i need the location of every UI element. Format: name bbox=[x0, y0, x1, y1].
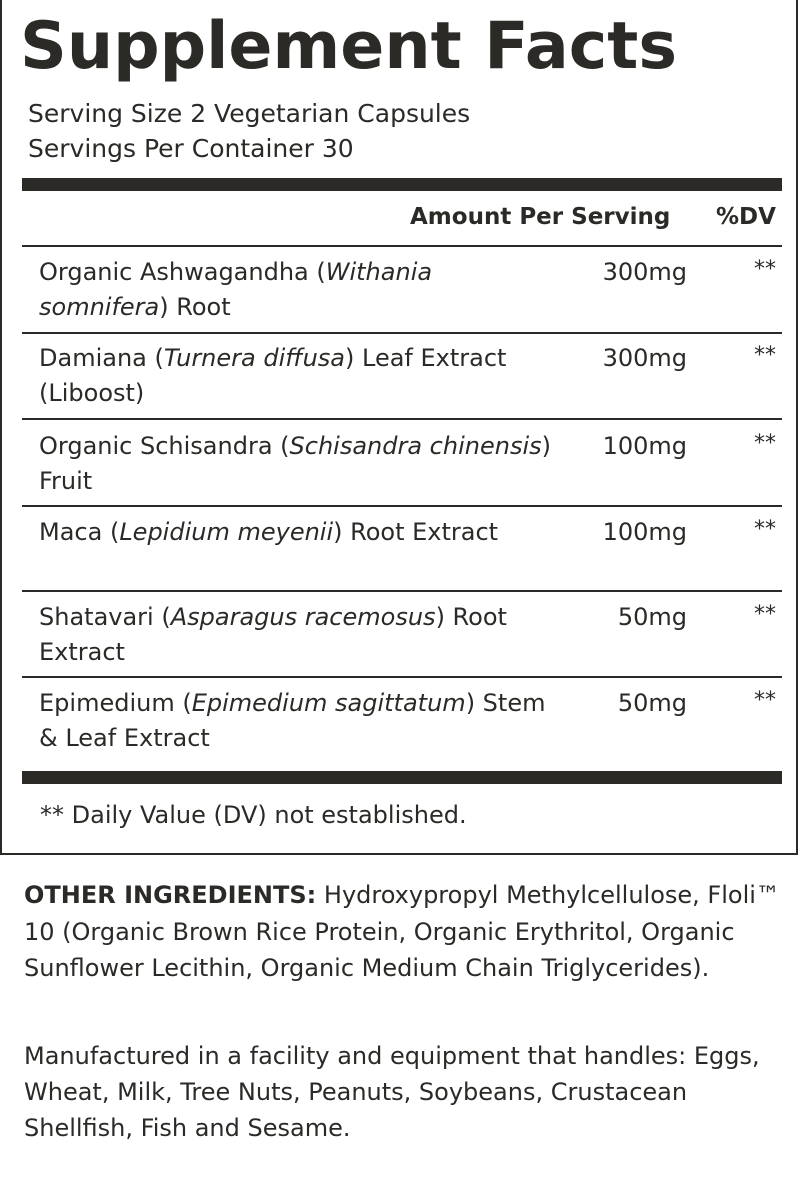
ingredient-amount: 100mg bbox=[602, 518, 687, 546]
botanical-name: Turnera diffusa bbox=[163, 344, 346, 372]
ingredient-amount: 300mg bbox=[602, 258, 687, 286]
dv-header: %DV bbox=[716, 204, 776, 230]
servings-per-container: Servings Per Container 30 bbox=[28, 134, 354, 163]
ingredient-amount: 100mg bbox=[602, 432, 687, 460]
serving-size: Serving Size 2 Vegetarian Capsules bbox=[28, 99, 471, 128]
dv-footnote: ** Daily Value (DV) not established. bbox=[40, 801, 467, 829]
ingredient-row bbox=[22, 593, 782, 677]
row-divider bbox=[22, 505, 782, 507]
other-ingredients bbox=[24, 877, 784, 987]
ingredient-dv: ** bbox=[754, 602, 776, 627]
row-divider bbox=[22, 590, 782, 592]
panel-title: Supplement Facts bbox=[20, 9, 678, 84]
row-divider bbox=[22, 418, 782, 420]
ingredient-row bbox=[22, 679, 782, 763]
ingredient-name: Epimedium (Epimedium sagittatum) Stem & Leaf Extract bbox=[39, 689, 546, 752]
botanical-name: Epimedium sagittatum bbox=[191, 689, 466, 717]
ingredient-amount: 50mg bbox=[617, 603, 687, 631]
ingredient-dv: ** bbox=[754, 257, 776, 282]
header-divider bbox=[22, 245, 782, 247]
ingredient-name: Organic Ashwagandha (Withania somnifera) Root bbox=[39, 258, 433, 321]
ingredient-amount: 300mg bbox=[602, 344, 687, 372]
ingredient-row bbox=[22, 248, 782, 332]
ingredient-row bbox=[22, 422, 782, 506]
ingredient-name: Organic Schisandra (Schisandra chinensis) Fruit bbox=[39, 432, 551, 495]
allergen-statement: Manufactured in a facility and equipment that handles: Eggs, Wheat, Milk, Tree Nuts, Peanuts, Soybeans, Crustacean Shellfish, Fish and Sesame. bbox=[24, 1042, 760, 1142]
botanical-name: Withania somnifera bbox=[39, 258, 433, 321]
bottom-divider-bar bbox=[22, 771, 782, 784]
other-ingredients-label: OTHER INGREDIENTS: bbox=[24, 881, 317, 909]
other-ingredients-text: Hydroxypropyl Methylcellulose, Floli™ 10 (Organic Brown Rice Protein, Organic Erythritol, Organic Sunflower Lecithin, Organic Medium Chain Triglycerides). bbox=[24, 881, 780, 982]
ingredient-dv: ** bbox=[754, 343, 776, 368]
row-divider bbox=[22, 676, 782, 678]
ingredient-name: Shatavari (Asparagus racemosus) Root Extract bbox=[39, 603, 507, 666]
ingredient-amount: 50mg bbox=[617, 689, 687, 717]
ingredient-name: Damiana (Turnera diffusa) Leaf Extract (Liboost) bbox=[39, 344, 507, 407]
botanical-name: Schisandra chinensis bbox=[289, 432, 542, 460]
botanical-name: Lepidium meyenii bbox=[119, 518, 334, 546]
ingredient-dv: ** bbox=[754, 431, 776, 456]
ingredient-name: Maca (Lepidium meyenii) Root Extract bbox=[39, 518, 499, 546]
ingredient-row bbox=[22, 508, 782, 592]
top-divider-bar bbox=[22, 178, 782, 191]
ingredient-row bbox=[22, 334, 782, 418]
ingredient-dv: ** bbox=[754, 688, 776, 713]
ingredient-dv: ** bbox=[754, 517, 776, 542]
amount-per-serving-header: Amount Per Serving bbox=[410, 204, 671, 230]
botanical-name: Asparagus racemosus bbox=[170, 603, 436, 631]
